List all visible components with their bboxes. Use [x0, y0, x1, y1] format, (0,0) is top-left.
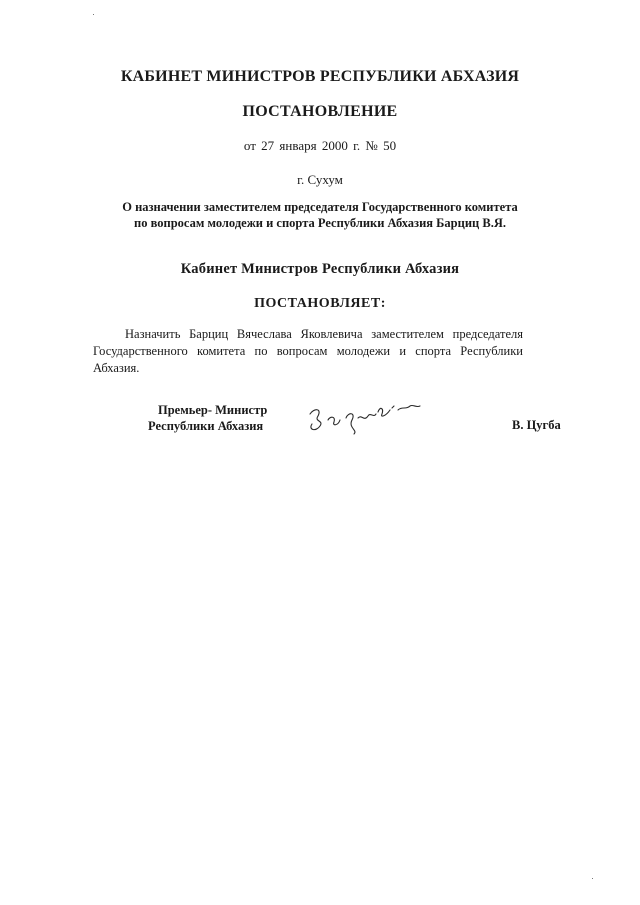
signatory-position-line-2: Республики Абхазия	[148, 419, 264, 433]
decree-text: Назначить Барциц Вячеслава Яковлевича заместителем председателя Государственного комитета по вопросам молодежи и спорта Республики Абхазия.	[93, 327, 523, 375]
signatory-position-line-1: Премьер- Министр	[158, 403, 268, 417]
handwritten-signature-icon	[300, 396, 430, 436]
document-type-heading: ПОСТАНОВЛЕНИЕ	[242, 103, 398, 120]
signatory-name: В. Цугба	[512, 418, 561, 432]
scan-speck	[592, 878, 593, 879]
subject-line-1: О назначении заместителем председателя Государственного комитета	[122, 200, 518, 214]
signatory-position	[148, 402, 268, 434]
subject-line-2: по вопросам молодежи и спорта Республики Абхазия Барциц В.Я.	[134, 216, 506, 230]
document-date-number: от 27 января 2000 г. № 50	[243, 138, 397, 153]
scan-speck	[93, 14, 94, 15]
document-place: г. Сухум	[297, 172, 343, 187]
decree-verb: ПОСТАНОВЛЯЕТ:	[254, 296, 386, 311]
document-subject	[0, 199, 640, 231]
organization-title: КАБИНЕТ МИНИСТРОВ РЕСПУБЛИКИ АБХАЗИЯ	[120, 68, 520, 85]
issuing-body: Кабинет Министров Республики Абхазия	[180, 261, 460, 277]
